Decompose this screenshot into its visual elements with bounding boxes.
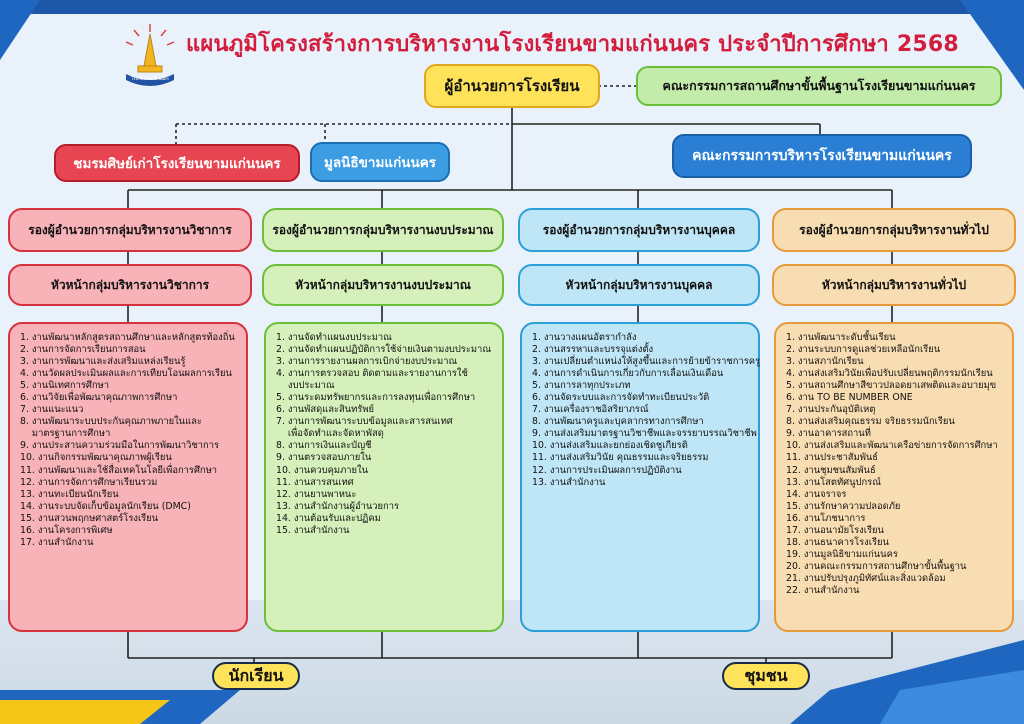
- task-item: 13. งานโสตทัศนูปกรณ์: [786, 476, 881, 488]
- task-item: 1. งานวางแผนอัตรากำลัง: [532, 332, 637, 343]
- deputy-personnel-box: รองผู้อำนวยการกลุ่มบริหารงานบุคคล: [518, 208, 760, 252]
- director-box: ผู้อำนวยการโรงเรียน: [424, 64, 600, 108]
- task-item: 6. งานพัสดุและสินทรัพย์: [276, 404, 375, 416]
- basic-education-committee-box: คณะกรรมการสถานศึกษาขั้นพื้นฐานโรงเรียนขามแก่นนคร: [636, 66, 1002, 106]
- task-item: 7. งานแนะแนว: [20, 404, 84, 416]
- task-item: 7. งานประกันอุบัติเหตุ: [786, 404, 876, 416]
- task-item: 11. งานประชาสัมพันธ์: [786, 452, 879, 464]
- alumni-club-box: ชมรมศิษย์เก่าโรงเรียนขามแก่นนคร: [54, 144, 300, 182]
- task-item: 11. งานพัฒนาและใช้สื่อเทคโนโลยีเพื่อการศึกษา: [20, 464, 218, 476]
- deputy-general-box: รองผู้อำนวยการกลุ่มบริหารงานทั่วไป: [772, 208, 1016, 252]
- task-item: 2. งานจัดทำแผนปฏิบัติการใช้จ่ายเงินตามงบประมาณ: [276, 344, 492, 356]
- task-item: 15. งานสวนพฤกษศาสตร์โรงเรียน: [20, 512, 159, 524]
- admin-committee-box: คณะกรรมการบริหารโรงเรียนขามแก่นนคร: [672, 134, 972, 178]
- task-item: 10. งานส่งเสริมและพัฒนาเครือข่ายการจัดการศึกษา: [786, 440, 998, 452]
- task-item: 12. งานยานพาหนะ: [276, 488, 357, 500]
- academic-task-list: [8, 322, 248, 632]
- task-item: 9. งานตรวจสอบภายใน: [276, 452, 372, 464]
- task-item: 4. งานส่งเสริมวินัยเพื่อปรับเปลี่ยนพฤติกรรมนักเรียน: [786, 368, 993, 380]
- task-item: 2. งานการจัดการเรียนการสอน: [20, 344, 146, 356]
- task-item: 10. งานส่งเสริมและยกย่องเชิดชูเกียรติ: [532, 440, 688, 452]
- task-item: 9. งานอาคารสถานที่: [786, 428, 871, 440]
- budget-task-list: [264, 322, 504, 632]
- task-item: 8. งานพัฒนาครูและบุคลากรทางการศึกษา: [532, 416, 704, 428]
- task-item: 1. งานจัดทำแผนงบประมาณ: [276, 332, 392, 343]
- task-item: 8. งานพัฒนาระบบประกันคุณภาพภายในและ: [20, 416, 202, 428]
- task-item: 7. งานเครื่องราชอิสริยาภรณ์: [532, 404, 649, 416]
- task-item: 3. งานสภานักเรียน: [786, 356, 864, 368]
- task-item: 5. งานการลาทุกประเภท: [532, 380, 631, 392]
- task-item: 11. งานส่งเสริมวินัย คุณธรรมและจริยธรรม: [532, 452, 709, 464]
- task-item: 14. งานจราจร: [786, 488, 847, 500]
- task-item: 5. งานนิเทศการศึกษา: [20, 380, 109, 392]
- deputy-academic-box: รองผู้อำนวยการกลุ่มบริหารงานวิชาการ: [8, 208, 252, 252]
- task-item: 17. งานอนามัยโรงเรียน: [786, 524, 884, 536]
- general-task-list: [774, 322, 1014, 632]
- task-item: มาตรฐานการศึกษา: [20, 428, 111, 440]
- task-item: 9. งานประสานความร่วมมือในการพัฒนาวิชาการ: [20, 440, 220, 452]
- task-item: 4. งานการตรวจสอบ ติดตามและรายงานการใช้: [276, 368, 468, 380]
- task-item: 22. งานสำนักงาน: [786, 584, 860, 596]
- deputy-budget-box: รองผู้อำนวยการกลุ่มบริหารงานงบประมาณ: [262, 208, 504, 252]
- task-item: 4. งานวัดผลประเมินผลและการเทียบโอนผลการเรียน: [20, 368, 232, 380]
- page-title: แผนภูมิโครงสร้างการบริหารงานโรงเรียนขามแก่นนคร ประจำปีการศึกษา 2568: [186, 32, 959, 57]
- task-item: 10. งานควบคุมภายใน: [276, 464, 369, 476]
- personnel-task-list: [520, 322, 760, 632]
- task-item: 16. งานโภชนาการ: [786, 512, 866, 524]
- task-item: 5. งานระดมทรัพยากรและการลงทุนเพื่อการศึกษา: [276, 392, 476, 404]
- task-item: 11. งานสารสนเทศ: [276, 476, 354, 488]
- students-pill: นักเรียน: [212, 662, 300, 690]
- head-budget-box: หัวหน้ากลุ่มบริหารงานงบประมาณ: [262, 264, 504, 306]
- task-item: 10. งานกิจกรรมพัฒนาคุณภาพผู้เรียน: [20, 452, 172, 464]
- task-item: 19. งานมูลนิธิขามแก่นนคร: [786, 548, 898, 560]
- logo-caption: โรงเรียนขามแก่นนคร: [131, 76, 169, 81]
- community-pill: ชุมชน: [722, 662, 810, 690]
- task-item: 16. งานโครงการพิเศษ: [20, 524, 113, 536]
- task-item: 20. งานคณะกรรมการสถานศึกษาขั้นพื้นฐาน: [786, 560, 967, 572]
- task-item: 15. งานรักษาความปลอดภัย: [786, 500, 901, 512]
- task-item: 6. งานจัดระบบและการจัดทำทะเบียนประวัติ: [532, 392, 710, 404]
- task-item: 3. งานการพัฒนาและส่งเสริมแหล่งเรียนรู้: [20, 356, 186, 368]
- head-personnel-box: หัวหน้ากลุ่มบริหารงานบุคคล: [518, 264, 760, 306]
- task-item: 5. งานสถานศึกษาสีขาวปลอดยาเสพติดและอบายมุข: [786, 380, 997, 392]
- task-item: 12. งานการประเมินผลการปฏิบัติงาน: [532, 464, 682, 476]
- task-item: 1. งานพัฒนาระดับชั้นเรียน: [786, 332, 896, 343]
- task-item: 7. งานการพัฒนาระบบข้อมูลและสารสนเทศ: [276, 416, 453, 428]
- task-item: 4. งานการดำเนินการเกี่ยวกับการเลื่อนเงินเดือน: [532, 368, 724, 380]
- task-item: 15. งานสำนักงาน: [276, 524, 350, 536]
- task-item: 18. งานธนาคารโรงเรียน: [786, 536, 889, 548]
- head-general-box: หัวหน้ากลุ่มบริหารงานทั่วไป: [772, 264, 1016, 306]
- task-item: 6. งาน TO BE NUMBER ONE: [786, 392, 913, 404]
- task-item: 8. งานส่งเสริมคุณธรรม จริยธรรมนักเรียน: [786, 416, 955, 428]
- head-academic-box: หัวหน้ากลุ่มบริหารงานวิชาการ: [8, 264, 252, 306]
- foundation-box: มูลนิธิขามแก่นนคร: [310, 142, 450, 182]
- task-item: 17. งานสำนักงาน: [20, 536, 94, 548]
- task-item: 12. งานชุมชนสัมพันธ์: [786, 464, 876, 476]
- task-item: งบประมาณ: [276, 380, 335, 392]
- task-item: 12. งานการจัดการศึกษาเรียนรวม: [20, 476, 158, 488]
- task-item: 3. งานเปลี่ยนตำแหน่งให้สูงขึ้นและการย้ายข้าราชการครู: [532, 356, 761, 368]
- task-item: 13. งานสำนักงานผู้อำนวยการ: [276, 500, 399, 512]
- task-item: 13. งานทะเบียนนักเรียน: [20, 488, 119, 500]
- task-item: เพื่อจัดทำและจัดหาพัสดุ: [276, 428, 384, 440]
- task-item: 13. งานสำนักงาน: [532, 476, 606, 488]
- task-item: 14. งานต้อนรับและปฏิคม: [276, 512, 381, 524]
- task-item: 21. งานปรับปรุงภูมิทัศน์และสิ่งแวดล้อม: [786, 572, 946, 584]
- task-item: 1. งานพัฒนาหลักสูตรสถานศึกษาและหลักสูตรท้องถิ่น: [20, 332, 235, 343]
- task-item: 2. งานสรรหาและบรรจุแต่งตั้ง: [532, 344, 654, 356]
- task-item: 8. งานการเงินและบัญชี: [276, 440, 372, 452]
- task-item: 6. งานวิจัยเพื่อพัฒนาคุณภาพการศึกษา: [20, 392, 178, 404]
- task-item: 3. งานการรายงานผลการเบิกจ่ายงบประมาณ: [276, 356, 458, 368]
- task-item: 14. งานระบบจัดเก็บข้อมูลนักเรียน (DMC): [20, 500, 191, 512]
- task-item: 9. งานส่งเสริมมาตรฐานวิชาชีพและจรรยาบรรณวิชาชีพ: [532, 428, 757, 440]
- task-item: 2. งานระบบการดูแลช่วยเหลือนักเรียน: [786, 344, 941, 356]
